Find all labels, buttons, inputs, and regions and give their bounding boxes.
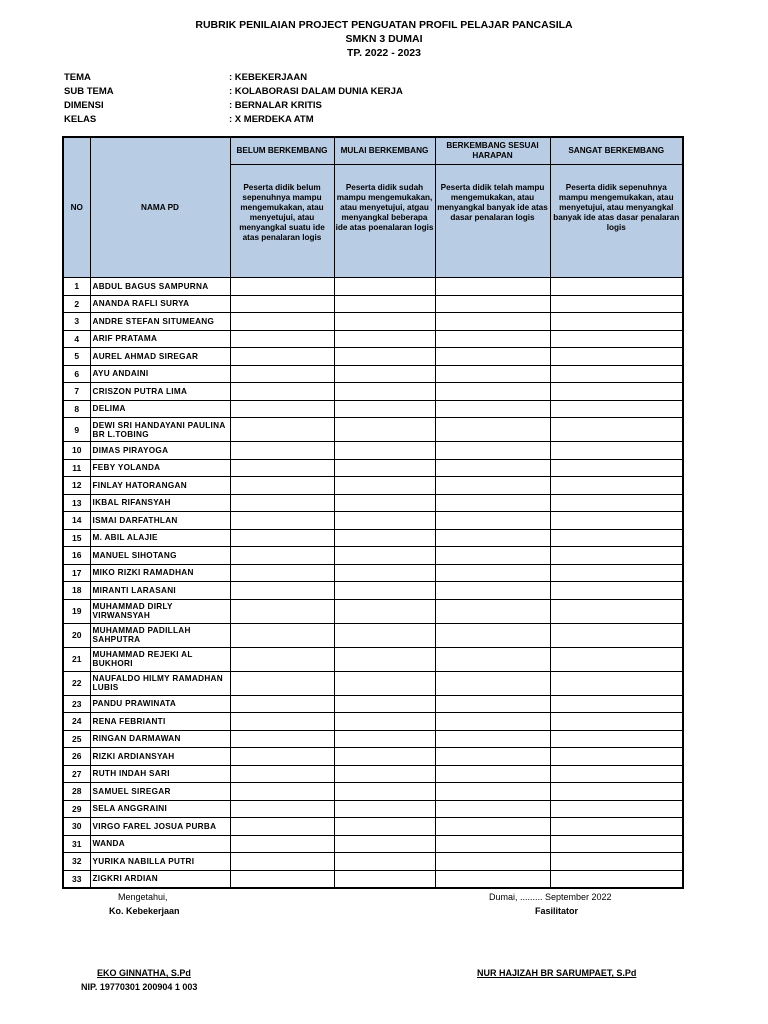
score-cell[interactable] — [334, 765, 435, 783]
coordinator-role: Ko. Kebekerjaan — [109, 906, 180, 916]
meta-value: : X MERDEKA ATM — [229, 114, 314, 125]
signing-date: Dumai, ......... September 2022 — [489, 892, 612, 902]
score-cell[interactable] — [334, 313, 435, 331]
coordinator-name: EKO GINNATHA, S.Pd — [97, 968, 191, 978]
score-cell[interactable] — [230, 623, 334, 647]
row-number: 5 — [63, 348, 90, 366]
facilitator-role: Fasilitator — [535, 906, 579, 916]
doc-title: RUBRIK PENILAIAN PROJECT PENGUATAN PROFIL PELAJAR PANCASILA — [195, 19, 573, 31]
score-cell[interactable] — [435, 278, 550, 296]
row-number: 23 — [63, 695, 90, 713]
table-row — [63, 348, 683, 366]
score-cell[interactable] — [550, 835, 683, 853]
meta-row-subtema — [64, 85, 403, 99]
score-cell[interactable] — [550, 765, 683, 783]
student-name: FEBY YOLANDA — [90, 459, 230, 477]
score-cell[interactable] — [230, 295, 334, 313]
score-cell[interactable] — [435, 564, 550, 582]
student-name: MUHAMMAD PADILLAH SAHPUTRA — [90, 623, 230, 647]
score-cell[interactable] — [334, 730, 435, 748]
student-name: MANUEL SIHOTANG — [90, 547, 230, 565]
meta-row-dimensi — [64, 99, 403, 113]
level-description: Peserta didik belum sepenuhnya mampu mengemukakan, atau menyetujui, atau menyangkal suatu ide atas penalaran logis — [230, 165, 334, 278]
score-cell[interactable] — [230, 459, 334, 477]
meta-value: : KEBEKERJAAN — [229, 72, 308, 83]
score-cell[interactable] — [435, 870, 550, 888]
score-cell[interactable] — [230, 599, 334, 623]
table-row — [63, 365, 683, 383]
student-name: VIRGO FAREL JOSUA PURBA — [90, 818, 230, 836]
score-cell[interactable] — [435, 330, 550, 348]
score-cell[interactable] — [435, 295, 550, 313]
score-cell[interactable] — [550, 330, 683, 348]
score-cell[interactable] — [334, 477, 435, 495]
score-cell[interactable] — [435, 623, 550, 647]
score-cell[interactable] — [435, 529, 550, 547]
table-row — [63, 582, 683, 600]
score-cell[interactable] — [435, 348, 550, 366]
score-cell[interactable] — [230, 383, 334, 401]
student-name: DELIMA — [90, 400, 230, 418]
student-name: ZIGKRI ARDIAN — [90, 870, 230, 888]
score-cell[interactable] — [230, 748, 334, 766]
score-cell[interactable] — [230, 870, 334, 888]
row-number: 13 — [63, 494, 90, 512]
student-rows — [63, 278, 683, 889]
score-cell[interactable] — [435, 459, 550, 477]
row-number: 10 — [63, 442, 90, 460]
row-number: 19 — [63, 599, 90, 623]
table-row — [63, 512, 683, 530]
score-cell[interactable] — [435, 748, 550, 766]
score-cell[interactable] — [435, 582, 550, 600]
score-cell[interactable] — [230, 730, 334, 748]
student-name: RIZKI ARDIANSYAH — [90, 748, 230, 766]
table-row — [63, 818, 683, 836]
score-cell[interactable] — [334, 599, 435, 623]
table-row — [63, 623, 683, 647]
student-name: RINGAN DARMAWAN — [90, 730, 230, 748]
score-cell[interactable] — [435, 418, 550, 442]
meta-label: KELAS — [64, 114, 97, 125]
score-cell[interactable] — [230, 800, 334, 818]
table-row — [63, 400, 683, 418]
row-number: 24 — [63, 713, 90, 731]
score-cell[interactable] — [230, 547, 334, 565]
row-number: 6 — [63, 365, 90, 383]
score-cell[interactable] — [230, 647, 334, 671]
table-row — [63, 418, 683, 442]
score-cell[interactable] — [230, 765, 334, 783]
student-name: AYU ANDAINI — [90, 365, 230, 383]
score-cell[interactable] — [550, 383, 683, 401]
score-cell[interactable] — [334, 529, 435, 547]
score-cell[interactable] — [334, 564, 435, 582]
score-cell[interactable] — [230, 853, 334, 871]
score-cell[interactable] — [230, 365, 334, 383]
score-cell[interactable] — [550, 564, 683, 582]
table-row — [63, 748, 683, 766]
score-cell[interactable] — [334, 494, 435, 512]
row-number: 7 — [63, 383, 90, 401]
score-cell[interactable] — [435, 695, 550, 713]
school-name: SMKN 3 DUMAI — [345, 33, 423, 45]
score-cell[interactable] — [230, 835, 334, 853]
score-cell[interactable] — [334, 695, 435, 713]
table-row — [63, 783, 683, 801]
row-number: 14 — [63, 512, 90, 530]
score-cell[interactable] — [230, 713, 334, 731]
score-cell[interactable] — [550, 442, 683, 460]
level-description: Peserta didik sepenuhnya mampu mengemukakan, atau menyetujui, atau menyangkal banyak ide atas dasar penalaran logis — [550, 165, 683, 278]
score-cell[interactable] — [334, 853, 435, 871]
score-cell[interactable] — [435, 800, 550, 818]
score-cell[interactable] — [334, 671, 435, 695]
meta-label: DIMENSI — [64, 100, 104, 111]
table-row — [63, 330, 683, 348]
school-year: TP. 2022 - 2023 — [347, 47, 421, 59]
score-cell[interactable] — [230, 348, 334, 366]
score-cell[interactable] — [550, 295, 683, 313]
table-row — [63, 671, 683, 695]
table-row — [63, 295, 683, 313]
row-number: 1 — [63, 278, 90, 296]
row-number: 33 — [63, 870, 90, 888]
level-name: SANGAT BERKEMBANG — [550, 137, 683, 165]
score-cell[interactable] — [334, 623, 435, 647]
score-cell[interactable] — [435, 853, 550, 871]
score-cell[interactable] — [230, 582, 334, 600]
row-number: 22 — [63, 671, 90, 695]
student-name: ANANDA RAFLI SURYA — [90, 295, 230, 313]
student-name: ANDRE STEFAN SITUMEANG — [90, 313, 230, 331]
score-cell[interactable] — [550, 459, 683, 477]
score-cell[interactable] — [435, 835, 550, 853]
score-cell[interactable] — [334, 295, 435, 313]
student-name: DEWI SRI HANDAYANI PAULINA BR L.TOBING — [90, 418, 230, 442]
student-name: MIKO RIZKI RAMADHAN — [90, 564, 230, 582]
rubric-table — [62, 136, 684, 889]
score-cell[interactable] — [334, 348, 435, 366]
score-cell[interactable] — [334, 365, 435, 383]
meta-row-kelas — [64, 113, 403, 127]
score-cell[interactable] — [550, 582, 683, 600]
score-cell[interactable] — [435, 599, 550, 623]
score-cell[interactable] — [435, 765, 550, 783]
score-cell[interactable] — [435, 442, 550, 460]
score-cell[interactable] — [230, 400, 334, 418]
level-name: BELUM BERKEMBANG — [230, 137, 334, 165]
table-row — [63, 459, 683, 477]
score-cell[interactable] — [435, 313, 550, 331]
score-cell[interactable] — [334, 459, 435, 477]
table-row — [63, 695, 683, 713]
score-cell[interactable] — [435, 383, 550, 401]
level-name: BERKEMBANG SESUAI HARAPAN — [435, 137, 550, 165]
score-cell[interactable] — [334, 870, 435, 888]
score-cell[interactable] — [550, 730, 683, 748]
level-name: MULAI BERKEMBANG — [334, 137, 435, 165]
student-name: CRISZON PUTRA LIMA — [90, 383, 230, 401]
score-cell[interactable] — [230, 330, 334, 348]
score-cell[interactable] — [334, 783, 435, 801]
score-cell[interactable] — [230, 494, 334, 512]
score-cell[interactable] — [435, 647, 550, 671]
score-cell[interactable] — [550, 695, 683, 713]
score-cell[interactable] — [435, 818, 550, 836]
student-name: SELA ANGGRAINI — [90, 800, 230, 818]
score-cell[interactable] — [550, 512, 683, 530]
score-cell[interactable] — [550, 647, 683, 671]
score-cell[interactable] — [435, 494, 550, 512]
meta-value: : KOLABORASI DALAM DUNIA KERJA — [229, 86, 403, 97]
score-cell[interactable] — [550, 313, 683, 331]
score-cell[interactable] — [550, 818, 683, 836]
score-cell[interactable] — [334, 647, 435, 671]
score-cell[interactable] — [435, 400, 550, 418]
score-cell[interactable] — [550, 870, 683, 888]
student-name: IKBAL RIFANSYAH — [90, 494, 230, 512]
score-cell[interactable] — [230, 442, 334, 460]
student-name: RUTH INDAH SARI — [90, 765, 230, 783]
table-row — [63, 477, 683, 495]
score-cell[interactable] — [334, 278, 435, 296]
score-cell[interactable] — [550, 599, 683, 623]
row-number: 3 — [63, 313, 90, 331]
score-cell[interactable] — [435, 713, 550, 731]
student-name: AUREL AHMAD SIREGAR — [90, 348, 230, 366]
score-cell[interactable] — [334, 835, 435, 853]
meta-value: : BERNALAR KRITIS — [229, 100, 322, 111]
score-cell[interactable] — [435, 730, 550, 748]
meta-info — [64, 71, 403, 127]
row-number: 9 — [63, 418, 90, 442]
score-cell[interactable] — [550, 278, 683, 296]
student-name: DIMAS PIRAYOGA — [90, 442, 230, 460]
row-number: 16 — [63, 547, 90, 565]
row-number: 26 — [63, 748, 90, 766]
row-number: 4 — [63, 330, 90, 348]
score-cell[interactable] — [230, 313, 334, 331]
score-cell[interactable] — [334, 383, 435, 401]
student-name: SAMUEL SIREGAR — [90, 783, 230, 801]
score-cell[interactable] — [334, 800, 435, 818]
table-row — [63, 870, 683, 888]
score-cell[interactable] — [230, 671, 334, 695]
score-cell[interactable] — [550, 547, 683, 565]
score-cell[interactable] — [550, 783, 683, 801]
score-cell[interactable] — [230, 512, 334, 530]
score-cell[interactable] — [435, 477, 550, 495]
meta-label: SUB TEMA — [64, 86, 114, 97]
score-cell[interactable] — [334, 512, 435, 530]
table-row — [63, 529, 683, 547]
student-name: PANDU PRAWINATA — [90, 695, 230, 713]
score-cell[interactable] — [550, 853, 683, 871]
row-number: 30 — [63, 818, 90, 836]
table-row — [63, 730, 683, 748]
coordinator-nip: NIP. 19770301 200904 1 003 — [81, 982, 198, 992]
table-row — [63, 313, 683, 331]
score-cell[interactable] — [550, 671, 683, 695]
score-cell[interactable] — [550, 713, 683, 731]
student-name: M. ABIL ALAJIE — [90, 529, 230, 547]
score-cell[interactable] — [435, 365, 550, 383]
col-header-no: NO — [63, 137, 90, 278]
row-number: 25 — [63, 730, 90, 748]
student-name: MUHAMMAD REJEKI AL BUKHORI — [90, 647, 230, 671]
score-cell[interactable] — [550, 418, 683, 442]
table-row — [63, 599, 683, 623]
score-cell[interactable] — [230, 278, 334, 296]
table-row — [63, 564, 683, 582]
score-cell[interactable] — [435, 547, 550, 565]
table-row — [63, 835, 683, 853]
row-number: 21 — [63, 647, 90, 671]
score-cell[interactable] — [334, 400, 435, 418]
student-name: MIRANTI LARASANI — [90, 582, 230, 600]
table-row — [63, 765, 683, 783]
row-number: 15 — [63, 529, 90, 547]
row-number: 28 — [63, 783, 90, 801]
meta-label: TEMA — [64, 72, 91, 83]
student-name: WANDA — [90, 835, 230, 853]
score-cell[interactable] — [435, 783, 550, 801]
student-name: MUHAMMAD DIRLY VIRWANSYAH — [90, 599, 230, 623]
student-name: ARIF PRATAMA — [90, 330, 230, 348]
meta-row-tema — [64, 71, 403, 85]
table-row — [63, 383, 683, 401]
score-cell[interactable] — [550, 748, 683, 766]
row-number: 29 — [63, 800, 90, 818]
level-description: Peserta didik sudah mampu mengemukakan, atau menyetujui, atgau menyangkal beberapa ide atas poenalaran logis — [334, 165, 435, 278]
col-header-name: NAMA PD — [90, 137, 230, 278]
score-cell[interactable] — [334, 713, 435, 731]
score-cell[interactable] — [550, 400, 683, 418]
student-name: YURIKA NABILLA PUTRI — [90, 853, 230, 871]
score-cell[interactable] — [550, 494, 683, 512]
student-name: RENA FEBRIANTI — [90, 713, 230, 731]
level-description: Peserta didik telah mampu mengemukakan, atau menyangkal banyak ide atas dasar penalaran logis — [435, 165, 550, 278]
acknowledged-label: Mengetahui, — [118, 892, 168, 902]
score-cell[interactable] — [334, 748, 435, 766]
score-cell[interactable] — [230, 418, 334, 442]
score-cell[interactable] — [435, 671, 550, 695]
score-cell[interactable] — [230, 564, 334, 582]
score-cell[interactable] — [550, 623, 683, 647]
table-row — [63, 647, 683, 671]
score-cell[interactable] — [334, 547, 435, 565]
row-number: 12 — [63, 477, 90, 495]
score-cell[interactable] — [550, 477, 683, 495]
student-name: ISMAI DARFATHLAN — [90, 512, 230, 530]
table-row — [63, 547, 683, 565]
facilitator-name: NUR HAJIZAH BR SARUMPAET, S.Pd — [477, 968, 637, 978]
score-cell[interactable] — [334, 818, 435, 836]
score-cell[interactable] — [230, 695, 334, 713]
student-name: NAUFALDO HILMY RAMADHAN LUBIS — [90, 671, 230, 695]
score-cell[interactable] — [230, 783, 334, 801]
row-number: 11 — [63, 459, 90, 477]
row-number: 27 — [63, 765, 90, 783]
row-number: 20 — [63, 623, 90, 647]
table-row — [63, 494, 683, 512]
score-cell[interactable] — [435, 512, 550, 530]
table-row — [63, 800, 683, 818]
row-number: 18 — [63, 582, 90, 600]
score-cell[interactable] — [230, 818, 334, 836]
row-number: 8 — [63, 400, 90, 418]
table-row — [63, 442, 683, 460]
table-row — [63, 713, 683, 731]
student-name: ABDUL BAGUS SAMPURNA — [90, 278, 230, 296]
row-number: 2 — [63, 295, 90, 313]
score-cell[interactable] — [334, 442, 435, 460]
student-name: FINLAY HATORANGAN — [90, 477, 230, 495]
row-number: 17 — [63, 564, 90, 582]
table-row — [63, 853, 683, 871]
score-cell[interactable] — [334, 582, 435, 600]
score-cell[interactable] — [550, 365, 683, 383]
score-cell[interactable] — [230, 529, 334, 547]
score-cell[interactable] — [550, 348, 683, 366]
score-cell[interactable] — [230, 477, 334, 495]
table-row — [63, 278, 683, 296]
row-number: 32 — [63, 853, 90, 871]
score-cell[interactable] — [550, 800, 683, 818]
score-cell[interactable] — [550, 529, 683, 547]
score-cell[interactable] — [334, 418, 435, 442]
row-number: 31 — [63, 835, 90, 853]
score-cell[interactable] — [334, 330, 435, 348]
